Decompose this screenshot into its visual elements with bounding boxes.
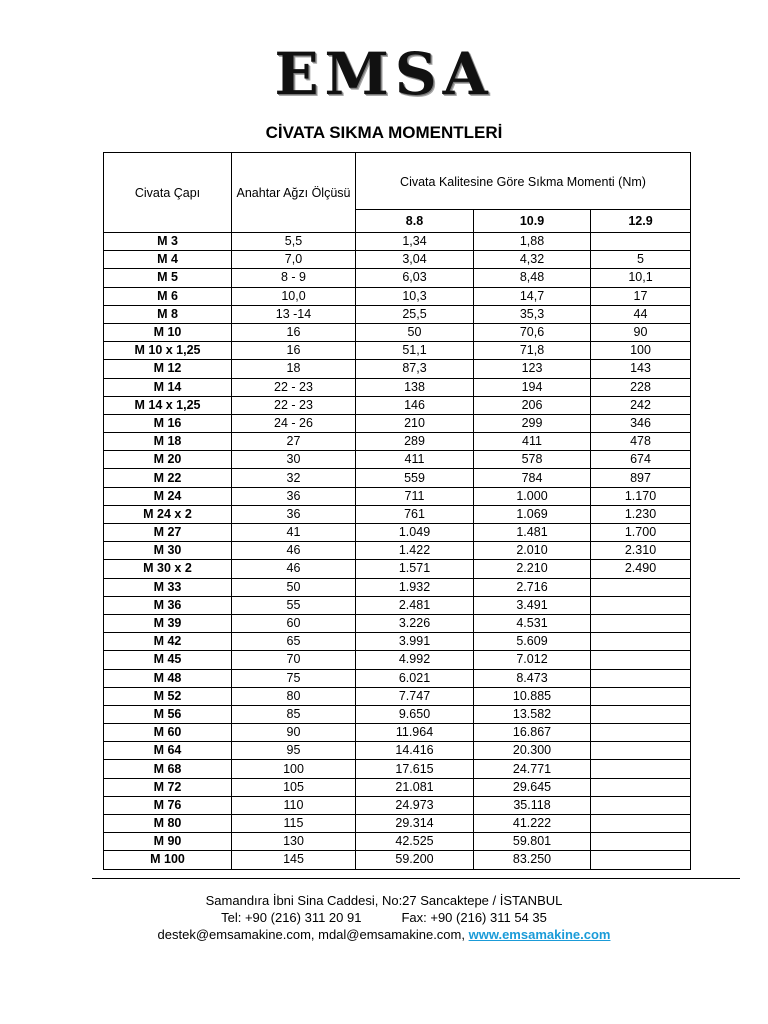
table-row <box>104 578 691 596</box>
cell-bolt-size: M 64 <box>104 742 232 760</box>
cell-torque-8-8: 14.416 <box>356 742 474 760</box>
cell-torque-8-8: 559 <box>356 469 474 487</box>
cell-bolt-size: M 48 <box>104 669 232 687</box>
cell-torque-8-8: 1.932 <box>356 578 474 596</box>
cell-torque-8-8: 6,03 <box>356 269 474 287</box>
table-row <box>104 596 691 614</box>
cell-torque-12-9 <box>591 742 691 760</box>
cell-wrench-size: 5,5 <box>232 233 356 251</box>
cell-torque-12-9: 143 <box>591 360 691 378</box>
table-row <box>104 760 691 778</box>
cell-wrench-size: 22 - 23 <box>232 396 356 414</box>
table-row <box>104 815 691 833</box>
table-row <box>104 269 691 287</box>
cell-torque-10-9: 299 <box>474 414 591 432</box>
cell-bolt-size: M 14 x 1,25 <box>104 396 232 414</box>
header-grade-10-9: 10.9 <box>474 210 591 233</box>
cell-bolt-size: M 27 <box>104 524 232 542</box>
cell-torque-10-9: 35,3 <box>474 305 591 323</box>
cell-bolt-size: M 10 <box>104 323 232 341</box>
cell-torque-10-9: 10.885 <box>474 687 591 705</box>
cell-torque-12-9 <box>591 669 691 687</box>
cell-torque-8-8: 4.992 <box>356 651 474 669</box>
cell-torque-10-9: 8.473 <box>474 669 591 687</box>
cell-torque-8-8: 3,04 <box>356 251 474 269</box>
cell-torque-12-9: 1.230 <box>591 505 691 523</box>
cell-torque-10-9: 59.801 <box>474 833 591 851</box>
cell-torque-8-8: 29.314 <box>356 815 474 833</box>
cell-torque-12-9: 100 <box>591 342 691 360</box>
cell-torque-8-8: 2.481 <box>356 596 474 614</box>
cell-wrench-size: 70 <box>232 651 356 669</box>
cell-bolt-size: M 8 <box>104 305 232 323</box>
cell-bolt-size: M 24 <box>104 487 232 505</box>
cell-torque-8-8: 1.422 <box>356 542 474 560</box>
cell-torque-12-9 <box>591 651 691 669</box>
cell-torque-12-9: 674 <box>591 451 691 469</box>
cell-bolt-size: M 100 <box>104 851 232 869</box>
cell-wrench-size: 46 <box>232 542 356 560</box>
table-row <box>104 669 691 687</box>
header-grade-12-9: 12.9 <box>591 210 691 233</box>
cell-torque-12-9: 242 <box>591 396 691 414</box>
cell-torque-8-8: 146 <box>356 396 474 414</box>
cell-torque-12-9 <box>591 778 691 796</box>
cell-torque-12-9 <box>591 851 691 869</box>
cell-torque-8-8: 711 <box>356 487 474 505</box>
cell-wrench-size: 41 <box>232 524 356 542</box>
cell-wrench-size: 95 <box>232 742 356 760</box>
cell-torque-8-8: 21.081 <box>356 778 474 796</box>
cell-torque-8-8: 7.747 <box>356 687 474 705</box>
cell-bolt-size: M 16 <box>104 414 232 432</box>
cell-torque-12-9 <box>591 724 691 742</box>
cell-torque-10-9: 4,32 <box>474 251 591 269</box>
cell-torque-12-9: 1.170 <box>591 487 691 505</box>
cell-torque-10-9: 13.582 <box>474 705 591 723</box>
cell-torque-10-9: 71,8 <box>474 342 591 360</box>
cell-torque-10-9: 7.012 <box>474 651 591 669</box>
cell-torque-10-9: 578 <box>474 451 591 469</box>
cell-torque-8-8: 411 <box>356 451 474 469</box>
table-body <box>104 233 691 870</box>
cell-wrench-size: 110 <box>232 796 356 814</box>
torque-table <box>103 152 691 870</box>
cell-torque-10-9: 123 <box>474 360 591 378</box>
cell-bolt-size: M 39 <box>104 614 232 632</box>
cell-wrench-size: 16 <box>232 323 356 341</box>
cell-bolt-size: M 45 <box>104 651 232 669</box>
footer <box>0 892 768 943</box>
cell-torque-8-8: 11.964 <box>356 724 474 742</box>
cell-torque-10-9: 194 <box>474 378 591 396</box>
cell-torque-10-9: 2.210 <box>474 560 591 578</box>
cell-wrench-size: 100 <box>232 760 356 778</box>
cell-torque-10-9: 1,88 <box>474 233 591 251</box>
footer-contact-line <box>0 926 768 943</box>
cell-torque-12-9: 478 <box>591 433 691 451</box>
table-row <box>104 542 691 560</box>
cell-torque-10-9: 2.010 <box>474 542 591 560</box>
table-row <box>104 651 691 669</box>
cell-torque-10-9: 4.531 <box>474 614 591 632</box>
table-row <box>104 796 691 814</box>
table-row <box>104 396 691 414</box>
cell-wrench-size: 22 - 23 <box>232 378 356 396</box>
cell-torque-12-9 <box>591 578 691 596</box>
cell-torque-8-8: 1,34 <box>356 233 474 251</box>
cell-torque-10-9: 411 <box>474 433 591 451</box>
table-row <box>104 851 691 869</box>
cell-torque-12-9 <box>591 796 691 814</box>
cell-torque-12-9 <box>591 815 691 833</box>
cell-torque-10-9: 35.118 <box>474 796 591 814</box>
cell-bolt-size: M 56 <box>104 705 232 723</box>
cell-bolt-size: M 52 <box>104 687 232 705</box>
cell-wrench-size: 36 <box>232 487 356 505</box>
cell-bolt-size: M 90 <box>104 833 232 851</box>
cell-torque-12-9: 2.310 <box>591 542 691 560</box>
cell-torque-8-8: 17.615 <box>356 760 474 778</box>
table-row <box>104 323 691 341</box>
cell-wrench-size: 46 <box>232 560 356 578</box>
cell-torque-10-9: 24.771 <box>474 760 591 778</box>
cell-wrench-size: 27 <box>232 433 356 451</box>
cell-torque-12-9 <box>591 233 691 251</box>
cell-wrench-size: 32 <box>232 469 356 487</box>
cell-torque-10-9: 5.609 <box>474 633 591 651</box>
header-wrench-size: Anahtar Ağzı Ölçüsü <box>232 153 356 233</box>
cell-bolt-size: M 60 <box>104 724 232 742</box>
cell-torque-8-8: 1.571 <box>356 560 474 578</box>
cell-torque-10-9: 70,6 <box>474 323 591 341</box>
cell-wrench-size: 90 <box>232 724 356 742</box>
footer-phone-line <box>0 909 768 926</box>
cell-wrench-size: 36 <box>232 505 356 523</box>
cell-bolt-size: M 18 <box>104 433 232 451</box>
cell-torque-8-8: 289 <box>356 433 474 451</box>
cell-wrench-size: 105 <box>232 778 356 796</box>
cell-bolt-size: M 30 x 2 <box>104 560 232 578</box>
cell-torque-12-9 <box>591 760 691 778</box>
cell-bolt-size: M 6 <box>104 287 232 305</box>
cell-bolt-size: M 72 <box>104 778 232 796</box>
cell-torque-10-9: 206 <box>474 396 591 414</box>
cell-torque-10-9: 1.069 <box>474 505 591 523</box>
cell-torque-10-9: 29.645 <box>474 778 591 796</box>
table-row <box>104 342 691 360</box>
table-row <box>104 287 691 305</box>
footer-divider <box>92 878 740 879</box>
table-row <box>104 414 691 432</box>
cell-torque-12-9: 17 <box>591 287 691 305</box>
footer-tel: Tel: +90 (216) 311 20 91 <box>221 910 362 925</box>
cell-torque-8-8: 25,5 <box>356 305 474 323</box>
cell-bolt-size: M 76 <box>104 796 232 814</box>
footer-fax: Fax: +90 (216) 311 54 35 <box>401 910 547 925</box>
cell-torque-10-9: 2.716 <box>474 578 591 596</box>
company-logo: EMSA <box>274 40 494 108</box>
cell-torque-12-9: 2.490 <box>591 560 691 578</box>
table-row <box>104 433 691 451</box>
cell-torque-8-8: 24.973 <box>356 796 474 814</box>
cell-wrench-size: 55 <box>232 596 356 614</box>
footer-emails: destek@emsamakine.com, mdal@emsamakine.com, <box>157 927 465 942</box>
cell-torque-8-8: 9.650 <box>356 705 474 723</box>
table-row <box>104 505 691 523</box>
table-row <box>104 469 691 487</box>
cell-torque-10-9: 83.250 <box>474 851 591 869</box>
cell-torque-12-9: 1.700 <box>591 524 691 542</box>
cell-wrench-size: 65 <box>232 633 356 651</box>
cell-wrench-size: 7,0 <box>232 251 356 269</box>
cell-torque-10-9: 784 <box>474 469 591 487</box>
table-row <box>104 233 691 251</box>
cell-bolt-size: M 24 x 2 <box>104 505 232 523</box>
cell-wrench-size: 24 - 26 <box>232 414 356 432</box>
cell-torque-10-9: 16.867 <box>474 724 591 742</box>
cell-bolt-size: M 80 <box>104 815 232 833</box>
cell-wrench-size: 80 <box>232 687 356 705</box>
cell-bolt-size: M 10 x 1,25 <box>104 342 232 360</box>
cell-wrench-size: 75 <box>232 669 356 687</box>
cell-torque-12-9: 44 <box>591 305 691 323</box>
cell-wrench-size: 60 <box>232 614 356 632</box>
table-row <box>104 705 691 723</box>
cell-torque-10-9: 1.000 <box>474 487 591 505</box>
cell-torque-12-9 <box>591 614 691 632</box>
cell-torque-8-8: 50 <box>356 323 474 341</box>
header-bolt-diameter: Civata Çapı <box>104 153 232 233</box>
cell-torque-10-9: 41.222 <box>474 815 591 833</box>
cell-wrench-size: 8 - 9 <box>232 269 356 287</box>
cell-torque-12-9: 346 <box>591 414 691 432</box>
cell-bolt-size: M 33 <box>104 578 232 596</box>
table-row <box>104 742 691 760</box>
cell-bolt-size: M 42 <box>104 633 232 651</box>
cell-bolt-size: M 36 <box>104 596 232 614</box>
cell-torque-8-8: 3.991 <box>356 633 474 651</box>
table-row <box>104 778 691 796</box>
cell-wrench-size: 18 <box>232 360 356 378</box>
cell-bolt-size: M 20 <box>104 451 232 469</box>
cell-torque-10-9: 20.300 <box>474 742 591 760</box>
cell-bolt-size: M 68 <box>104 760 232 778</box>
table-row <box>104 360 691 378</box>
table-row <box>104 251 691 269</box>
cell-bolt-size: M 30 <box>104 542 232 560</box>
cell-torque-12-9 <box>591 633 691 651</box>
cell-bolt-size: M 14 <box>104 378 232 396</box>
cell-torque-10-9: 3.491 <box>474 596 591 614</box>
cell-torque-8-8: 210 <box>356 414 474 432</box>
table-row <box>104 305 691 323</box>
table-row <box>104 560 691 578</box>
website-link[interactable]: www.emsamakine.com <box>468 927 611 942</box>
cell-wrench-size: 130 <box>232 833 356 851</box>
cell-wrench-size: 13 -14 <box>232 305 356 323</box>
cell-torque-8-8: 761 <box>356 505 474 523</box>
cell-torque-8-8: 3.226 <box>356 614 474 632</box>
cell-torque-8-8: 87,3 <box>356 360 474 378</box>
cell-bolt-size: M 3 <box>104 233 232 251</box>
cell-bolt-size: M 12 <box>104 360 232 378</box>
table-row <box>104 724 691 742</box>
cell-torque-12-9 <box>591 596 691 614</box>
cell-torque-8-8: 6.021 <box>356 669 474 687</box>
cell-torque-12-9: 5 <box>591 251 691 269</box>
header-grade-8-8: 8.8 <box>356 210 474 233</box>
cell-wrench-size: 115 <box>232 815 356 833</box>
cell-wrench-size: 30 <box>232 451 356 469</box>
page-title: CİVATA SIKMA MOMENTLERİ <box>265 123 503 142</box>
cell-bolt-size: M 4 <box>104 251 232 269</box>
cell-torque-12-9 <box>591 833 691 851</box>
table-row <box>104 833 691 851</box>
cell-torque-12-9: 897 <box>591 469 691 487</box>
header-torque-group: Civata Kalitesine Göre Sıkma Momenti (Nm) <box>356 153 691 210</box>
cell-torque-10-9: 1.481 <box>474 524 591 542</box>
cell-torque-12-9: 90 <box>591 323 691 341</box>
table-row <box>104 378 691 396</box>
cell-torque-12-9 <box>591 705 691 723</box>
cell-torque-10-9: 14,7 <box>474 287 591 305</box>
cell-wrench-size: 50 <box>232 578 356 596</box>
cell-wrench-size: 85 <box>232 705 356 723</box>
table-row <box>104 614 691 632</box>
cell-torque-12-9: 10,1 <box>591 269 691 287</box>
cell-torque-8-8: 59.200 <box>356 851 474 869</box>
footer-address: Samandıra İbni Sina Caddesi, No:27 Sancaktepe / İSTANBUL <box>205 893 563 908</box>
table-row <box>104 633 691 651</box>
cell-torque-8-8: 51,1 <box>356 342 474 360</box>
cell-torque-10-9: 8,48 <box>474 269 591 287</box>
table-header <box>104 153 691 233</box>
cell-torque-8-8: 138 <box>356 378 474 396</box>
cell-torque-8-8: 42.525 <box>356 833 474 851</box>
cell-torque-12-9: 228 <box>591 378 691 396</box>
cell-wrench-size: 10,0 <box>232 287 356 305</box>
table-row <box>104 487 691 505</box>
cell-torque-8-8: 10,3 <box>356 287 474 305</box>
cell-torque-12-9 <box>591 687 691 705</box>
table-row <box>104 687 691 705</box>
table-row <box>104 524 691 542</box>
cell-torque-8-8: 1.049 <box>356 524 474 542</box>
cell-wrench-size: 16 <box>232 342 356 360</box>
table-row <box>104 451 691 469</box>
cell-bolt-size: M 22 <box>104 469 232 487</box>
cell-wrench-size: 145 <box>232 851 356 869</box>
cell-bolt-size: M 5 <box>104 269 232 287</box>
